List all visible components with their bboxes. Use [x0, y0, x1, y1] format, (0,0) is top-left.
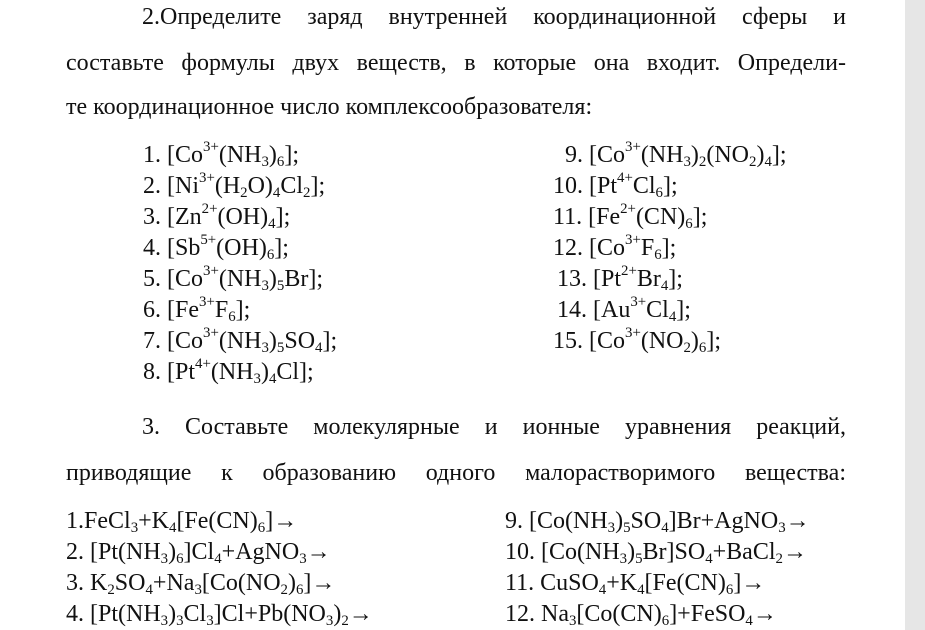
- task3-item-2: 2. $[Pt(NH_3)_6]Cl_4+AgNO_3\to$: [66, 539, 331, 568]
- task2-item-14: 14. $[Au^{3+}Cl_4]$;: [557, 293, 691, 326]
- task2-item-7: 7. $[Co^{3+}(NH_3)_5SO_4]$;: [143, 324, 338, 357]
- task2-item-2: 2. $[Ni^{3+}(H_2O)_4Cl_2]$;: [143, 169, 326, 202]
- task3-line-2: приводящие к образованию одного малорастворимого вещества:: [66, 460, 846, 486]
- task2-item-11: 11. $[Fe^{2+}(CN)_6]$;: [553, 200, 708, 233]
- task2-item-15: 15. $[Co^{3+}(NO_2)_6]$;: [553, 324, 722, 357]
- task2-item-12: 12. $[Co^{3+}F_6]$;: [553, 231, 677, 264]
- task2-line-3: те координационное число комплексообразователя:: [66, 94, 593, 120]
- task2-item-8: 8. $[Pt^{4+}(NH_3)_4Cl]$;: [143, 355, 314, 388]
- task3-item-9: 9. $[Co(NH_3)_5SO_4]Br+AgNO_3\to$: [505, 508, 810, 537]
- task2-item-10: 10. $[Pt^{4+}Cl_6]$;: [553, 169, 678, 202]
- task2-item-3: 3. $[Zn^{2+}(OH)_4]$;: [143, 200, 291, 233]
- task3-item-3: 3. $K_2SO_4+Na_3[Co(NO_2)_6]\to$: [66, 570, 336, 599]
- page-edge: [905, 0, 925, 630]
- task3-item-1: $1.FeCl_3+K_4[Fe(CN)_6]\to$: [66, 508, 298, 537]
- task3-item-11: 11. $CuSO_4+K_4[Fe(CN)_6]\to$: [505, 570, 766, 599]
- task2-item-4: 4. $[Sb^{5+}(OH)_6]$;: [143, 231, 289, 264]
- task2-item-5: 5. $[Co^{3+}(NH_3)_5Br]$;: [143, 262, 324, 295]
- task3-item-12: 12. $Na_3[Co(CN)_6]+FeSO_4\to$: [505, 601, 777, 630]
- task2-item-6: 6. $[Fe^{3+}F_6]$;: [143, 293, 251, 326]
- task2-item-9: 9. $[Co^{3+}(NH_3)_2(NO_2)_4]$;: [565, 138, 787, 171]
- task2-line-1: 2.Определите заряд внутренней координационной сферы и: [142, 4, 846, 30]
- task2-line-2: составьте формулы двух веществ, в которые она входит. Определи-: [66, 50, 846, 76]
- task3-item-4: 4. $[Pt(NH_3)_3Cl_3]Cl+Pb(NO_3)_2\to$: [66, 601, 373, 630]
- task3-item-10: 10. $[Co(NH_3)_5Br]SO_4+BaCl_2\to$: [505, 539, 807, 568]
- task2-item-1: 1. $[Co^{3+}(NH_3)_6]$;: [143, 138, 300, 171]
- task3-line-1: 3. Составьте молекулярные и ионные уравнения реакций,: [142, 414, 846, 440]
- task2-item-13: 13. $[Pt^{2+}Br_4]$;: [557, 262, 683, 295]
